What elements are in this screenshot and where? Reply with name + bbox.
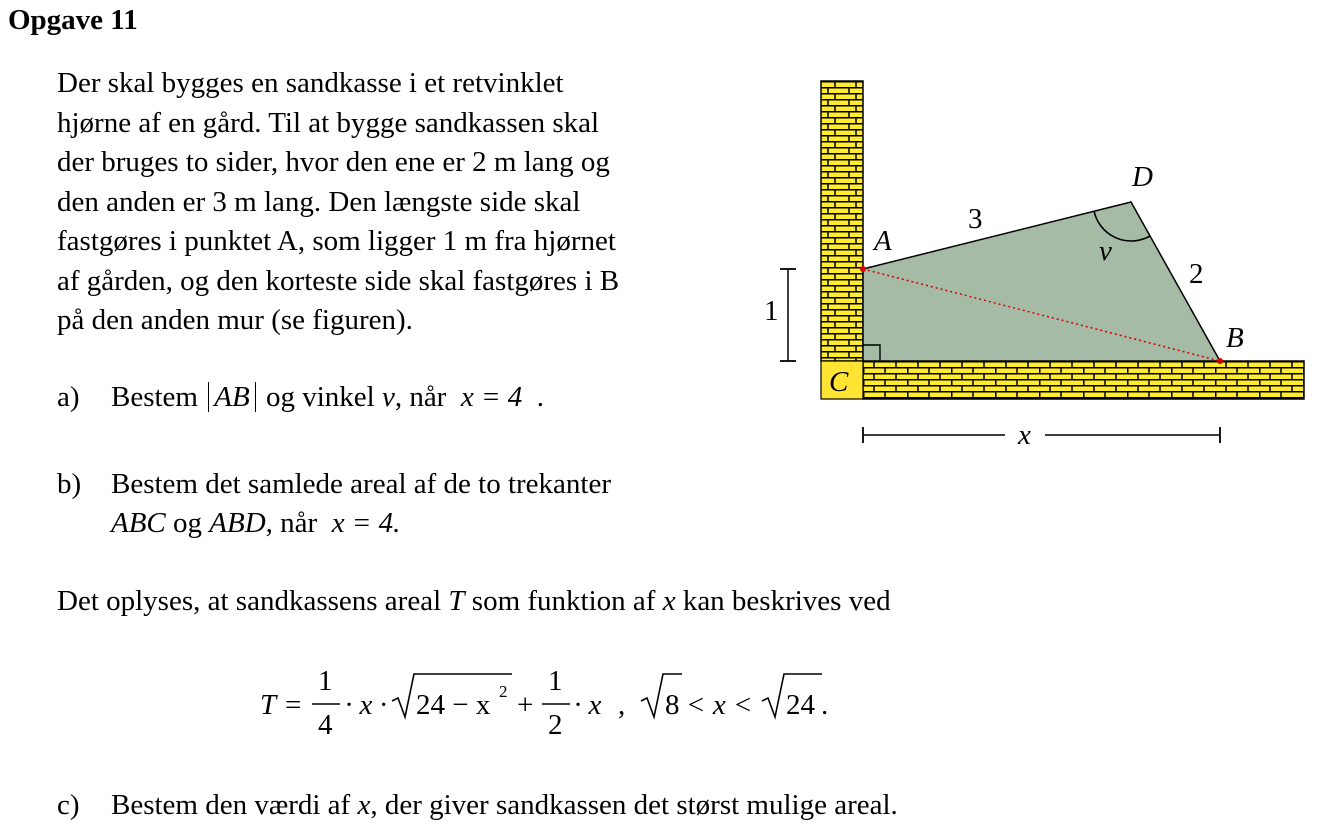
formula-comma: , <box>618 689 626 721</box>
formula-radicand: 24 − x <box>416 689 491 721</box>
question-c-after: , der giver sandkassen det størst mulige areal. <box>370 789 898 821</box>
desc-var-x: x <box>662 585 676 617</box>
formula-upper-radicand: 24 <box>786 689 815 721</box>
formula-lower-radicand: 8 <box>665 689 680 721</box>
formula-frac1-num: 1 <box>318 665 333 697</box>
question-b-after: , når <box>265 507 318 539</box>
desc-middle: som funktion af <box>471 585 656 617</box>
segment-AB: AB <box>214 381 250 413</box>
formula-exponent: 2 <box>499 682 508 701</box>
label-point-C: C <box>829 366 849 398</box>
point-A-marker <box>860 266 866 272</box>
triangle-ABD: ABD <box>209 507 266 539</box>
question-b-join: og <box>173 507 203 539</box>
question-a-angle-var: v <box>381 381 395 413</box>
formula-frac2-num: 1 <box>548 665 563 697</box>
formula-frac1-den: 4 <box>318 709 333 741</box>
formula-term1: · x · <box>345 689 387 721</box>
vertical-wall <box>821 81 863 361</box>
formula-plus: + <box>517 689 534 721</box>
label-point-D: D <box>1132 161 1153 193</box>
question-b-condition: x = 4. <box>331 507 401 539</box>
question-a-after: , når <box>394 381 447 413</box>
point-B-marker <box>1217 358 1223 364</box>
intro-line-6: af gården, og den korteste side skal fastgøres i B <box>57 264 620 297</box>
desc-var-T: T <box>448 585 465 617</box>
formula-frac2-den: 2 <box>548 709 563 741</box>
intro-line-7: på den anden mur (se figuren). <box>57 304 413 336</box>
question-c-before: Bestem den værdi af <box>111 789 351 821</box>
formula-inequality: < x < <box>686 689 753 721</box>
intro-line-2: hjørne af en gård. Til at bygge sandkassen skal <box>57 106 600 139</box>
label-side-AD: 3 <box>968 203 983 235</box>
desc-after: kan beskrives ved <box>682 585 891 617</box>
dim-vertical-label: 1 <box>764 295 779 327</box>
formula-T: T <box>260 689 277 721</box>
intro-line-3: der bruges to sider, hvor den ene er 2 m lang og <box>57 146 610 178</box>
question-b-line-1: Bestem det samlede areal af de to trekanter <box>111 468 612 500</box>
desc-before: Det oplyses, at sandkassens areal <box>57 585 442 617</box>
sandbox-area <box>863 202 1220 361</box>
intro-line-5: fastgøres i punktet A, som ligger 1 m fra hjørnet <box>57 225 616 257</box>
formula-period: . <box>821 689 829 721</box>
question-a-mid: og vinkel <box>265 381 375 413</box>
question-b-label: b) <box>57 468 82 500</box>
question-a-condition: x = 4 <box>460 381 523 413</box>
intro-line-4: den anden er 3 m lang. Den længste side skal <box>57 185 581 218</box>
intro-line-1: Der skal bygges en sandkasse i et retvinklet <box>57 67 564 99</box>
label-angle-v: v <box>1099 235 1112 267</box>
label-side-DB: 2 <box>1189 258 1204 290</box>
task-title: Opgave 11 <box>8 4 138 36</box>
label-point-B: B <box>1226 322 1244 354</box>
question-c-label: c) <box>57 789 80 821</box>
question-a-end: . <box>536 381 545 413</box>
triangle-ABC: ABC <box>111 507 166 539</box>
question-a-label: a) <box>57 381 80 413</box>
label-point-A: A <box>874 225 892 257</box>
formula-term2: · x <box>574 689 602 721</box>
formula-eq: = <box>285 689 302 721</box>
horizontal-wall <box>863 361 1304 399</box>
dim-horizontal-label: x <box>1018 419 1031 451</box>
question-c-var: x <box>357 789 371 821</box>
question-a-bestem: Bestem <box>111 381 198 413</box>
